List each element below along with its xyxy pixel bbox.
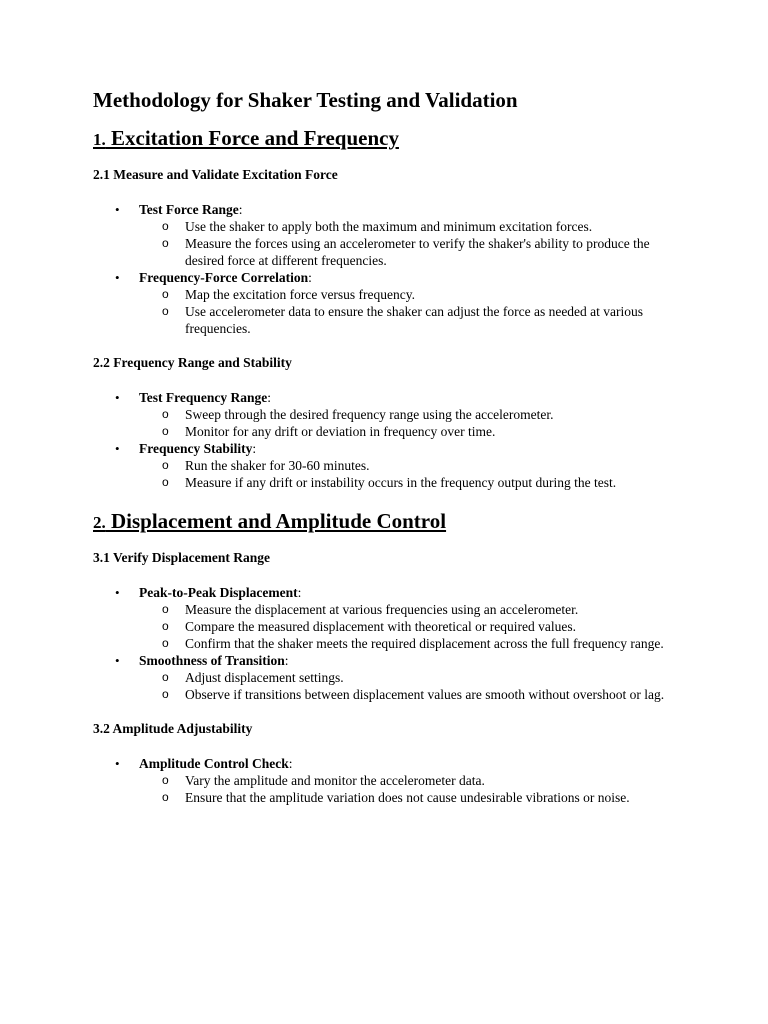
bullet-list <box>93 755 683 806</box>
bullet-list <box>93 389 683 491</box>
subsection-heading: 3.2 Amplitude Adjustability <box>93 721 253 736</box>
bullet-dot-icon: • <box>115 585 120 600</box>
bullet-label: Frequency Stability <box>139 441 253 456</box>
bullet-dot-icon: • <box>115 270 120 285</box>
section-heading-text: Excitation Force and Frequency <box>111 126 399 150</box>
bullet-label: Smoothness of Transition <box>139 653 285 668</box>
sub-item-text: Monitor for any drift or deviation in frequency over time. <box>185 424 496 439</box>
document-title: Methodology for Shaker Testing and Validation <box>93 88 518 112</box>
sub-item-list <box>139 457 683 491</box>
bullet-item: • Frequency-Force Correlation: o Map the excitation force versus frequency. o Use accelerometer data to ensure the shaker can adjust the force as needed at various frequencies. <box>93 269 683 337</box>
sub-bullet-icon: o <box>162 236 169 250</box>
sub-item <box>139 474 683 491</box>
sub-bullet-icon: o <box>162 424 169 438</box>
subsection-heading: 2.1 Measure and Validate Excitation Force <box>93 167 338 182</box>
sub-item <box>139 601 683 618</box>
bullet-item: • Test Force Range: o Use the shaker to apply both the maximum and minimum excitation forces. o Measure the forces using an accelerometer to verify the shaker's ability to produce the desired force at different frequencies. <box>93 201 683 269</box>
bullet-dot-icon: • <box>115 441 120 456</box>
bullet-label: Peak-to-Peak Displacement <box>139 585 298 600</box>
sub-item-text: Compare the measured displacement with theoretical or required values. <box>185 619 576 634</box>
bullet-item: • Amplitude Control Check: o Vary the amplitude and monitor the accelerometer data. o Ensure that the amplitude variation does not cause undesirable vibrations or noise. <box>93 755 683 806</box>
sub-bullet-icon: o <box>162 619 169 633</box>
sub-item-text: Use accelerometer data to ensure the shaker can adjust the force as needed at various frequencies. <box>185 304 644 336</box>
section-number: 1. <box>93 130 106 149</box>
sub-item-list <box>139 601 683 652</box>
section-number: 2. <box>93 513 106 532</box>
sub-item-text: Observe if transitions between displacement values are smooth without overshoot or lag. <box>185 687 665 702</box>
sub-item <box>139 618 683 635</box>
sub-bullet-icon: o <box>162 670 169 684</box>
document-body <box>93 84 683 806</box>
bullet-label: Test Force Range <box>139 202 239 217</box>
sub-item-text: Measure the displacement at various frequencies using an accelerometer. <box>185 602 579 617</box>
sections-container <box>93 122 683 806</box>
sub-item-text: Map the excitation force versus frequency. <box>185 287 416 302</box>
bullet-item: • Test Frequency Range: o Sweep through the desired frequency range using the accelerometer. o Monitor for any drift or deviation in frequency over time. <box>93 389 683 440</box>
sub-bullet-icon: o <box>162 636 169 650</box>
sub-item <box>139 457 683 474</box>
sub-item-list <box>139 286 683 337</box>
sub-item-list <box>139 669 683 703</box>
section-heading-text: Displacement and Amplitude Control <box>111 509 447 533</box>
sub-item-text: Ensure that the amplitude variation does not cause undesirable vibrations or noise. <box>185 790 630 805</box>
bullet-dot-icon: • <box>115 756 120 771</box>
subsection-heading: 3.1 Verify Displacement Range <box>93 550 270 565</box>
sub-item <box>139 235 683 269</box>
sub-bullet-icon: o <box>162 407 169 421</box>
sub-bullet-icon: o <box>162 219 169 233</box>
sub-item <box>139 218 683 235</box>
sub-bullet-icon: o <box>162 475 169 489</box>
bullet-item: • Peak-to-Peak Displacement: o Measure the displacement at various frequencies using an accelerometer. o Compare the measured displacement with theoretical or required values. o Confirm that the shaker meets the required displacement across the full frequency range. <box>93 584 683 652</box>
sub-item <box>139 286 683 303</box>
subsection-heading: 2.2 Frequency Range and Stability <box>93 355 292 370</box>
sub-bullet-icon: o <box>162 304 169 318</box>
sub-bullet-icon: o <box>162 287 169 301</box>
sub-bullet-icon: o <box>162 687 169 701</box>
bullet-dot-icon: • <box>115 202 120 217</box>
sub-item-list <box>139 218 683 269</box>
sub-item-text: Measure if any drift or instability occurs in the frequency output during the test. <box>185 475 617 490</box>
bullet-list <box>93 201 683 337</box>
sub-item <box>139 686 683 703</box>
sub-item-text: Vary the amplitude and monitor the accelerometer data. <box>185 773 485 788</box>
sub-item <box>139 669 683 686</box>
bullet-item: • Frequency Stability: o Run the shaker for 30-60 minutes. o Measure if any drift or instability occurs in the frequency output during the test. <box>93 440 683 491</box>
sub-item-list <box>139 772 683 806</box>
sub-item <box>139 772 683 789</box>
sub-item-list <box>139 406 683 440</box>
bullet-label: Test Frequency Range <box>139 390 268 405</box>
sub-item-text: Sweep through the desired frequency range using the accelerometer. <box>185 407 554 422</box>
bullet-dot-icon: • <box>115 390 120 405</box>
sub-bullet-icon: o <box>162 790 169 804</box>
sub-item <box>139 423 683 440</box>
section-heading <box>93 505 683 539</box>
bullet-list <box>93 584 683 703</box>
sub-bullet-icon: o <box>162 773 169 787</box>
bullet-dot-icon: • <box>115 653 120 668</box>
bullet-item: • Smoothness of Transition: o Adjust displacement settings. o Observe if transitions between displacement values are smooth without overshoot or lag. <box>93 652 683 703</box>
sub-bullet-icon: o <box>162 602 169 616</box>
sub-item-text: Adjust displacement settings. <box>185 670 344 685</box>
sub-item <box>139 406 683 423</box>
bullet-label: Amplitude Control Check <box>139 756 289 771</box>
sub-item-text: Measure the forces using an accelerometer to verify the shaker's ability to produce the desired force at different frequencies. <box>185 236 650 268</box>
sub-item-text: Use the shaker to apply both the maximum and minimum excitation forces. <box>185 219 593 234</box>
sub-item <box>139 635 683 652</box>
sub-item <box>139 789 683 806</box>
sub-item-text: Run the shaker for 30-60 minutes. <box>185 458 370 473</box>
sub-bullet-icon: o <box>162 458 169 472</box>
section-heading <box>93 122 683 156</box>
bullet-label: Frequency-Force Correlation <box>139 270 309 285</box>
sub-item <box>139 303 683 337</box>
sub-item-text: Confirm that the shaker meets the required displacement across the full frequency range. <box>185 636 664 651</box>
